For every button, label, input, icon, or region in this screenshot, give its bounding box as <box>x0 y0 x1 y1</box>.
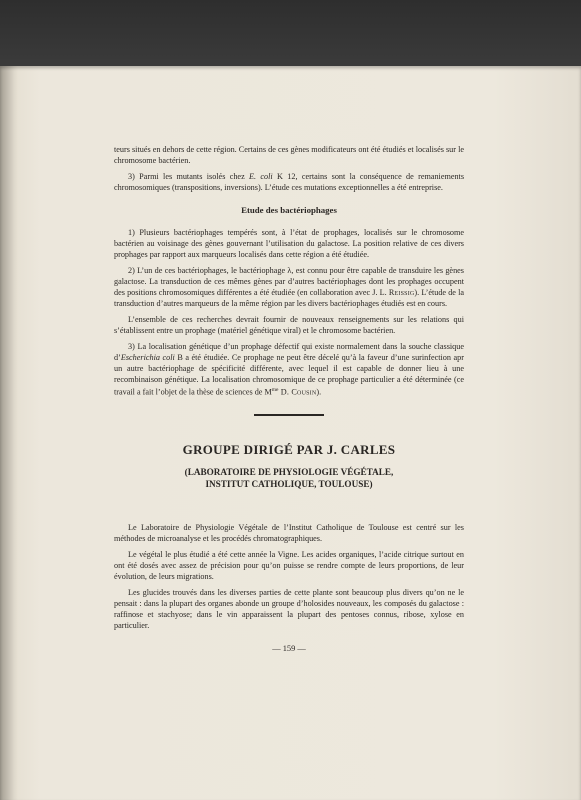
group-subtitle-line-1: (LABORATOIRE DE PHYSIOLOGIE VÉGÉTALE, <box>184 466 394 477</box>
author-name-cousin: D. Cousin <box>278 387 317 397</box>
paragraph-phages-3-text-b: B a été étudiée. Ce prophage ne peut être décelé qu’à la faveur d’une surinfection apr un autre bactériophage de spécificité différente, avec lequel il est capable de donner lieu à une recombinaison génétique. La localisation chromosomique de ce prophage particulier a été déterminée (ce travail a fait l’objet de la thèse de sciences de M <box>114 353 464 397</box>
section-heading-bacteriophages: Etude des bactériophages <box>241 205 337 215</box>
species-ecoli: E. coli <box>249 172 273 181</box>
paragraph-laboratoire: Le Laboratoire de Physiologie Végétale de l’Institut Catholique de Toulouse est centré sur les méthodes de microanalyse et les procédés chromatographiques. <box>114 522 464 543</box>
author-name-reissig: Reissig <box>388 288 415 297</box>
paragraph-phages-1: 1) Plusieurs bactériophages tempérés sont, à l’état de prophages, localisés sur le chromosome bactérien au voisinage des gènes gouvernant l’utilisation du galactose. La position relative de ces divers prophages par rapport aux marqueurs localisés dans cette région a été étudiée. <box>114 228 464 259</box>
paragraph-phages-2-text-b: ). L’étude de la transduction d’autres marqueurs de la même région par les divers bactériophages étudiés est en cours. <box>114 288 464 308</box>
paragraph-intro-tail: teurs situés en dehors de cette région. Certains de ces gènes modificateurs ont été étudiés et localisés sur le chromosome bactérien. <box>114 145 464 165</box>
paragraph-mutants-text-a: 3) Parmi les mutants isolés chez <box>128 172 250 181</box>
paragraph-phages-2 <box>114 265 464 309</box>
paragraph-mutants <box>114 171 464 193</box>
paragraph-phages-3-text-c: ). <box>316 387 322 397</box>
species-escherichia-coli: Escherichia coli <box>120 353 175 362</box>
paragraph-phages-2-text-a: 2) L’un de ces bactériophages, le bactériophage λ, est connu pour être capable de transduire les gènes galactose. La transduction de ces mêmes gènes par d’autres bactériophages dont les prophages occupent des positions chromosomiques différentes a été étudiée (en collaboration avec J. L. <box>114 266 464 297</box>
title-mme-superscript: me <box>271 387 279 393</box>
document-page <box>0 66 581 800</box>
page-spine-shadow <box>0 66 18 800</box>
paragraph-phages-3-text-a: 3) La localisation génétique d’un prophage défectif qui existe normalement dans la souche classique d’ <box>114 342 464 362</box>
paragraph-phages-3 <box>114 341 464 398</box>
page-content <box>114 144 464 654</box>
group-title: GROUPE DIRIGÉ PAR J. CARLES <box>182 441 396 457</box>
group-subtitle-line-2: INSTITUT CATHOLIQUE, TOULOUSE) <box>205 478 373 489</box>
group-subtitle <box>114 466 464 490</box>
paragraph-phages-ensemble: L’ensemble de ces recherches devrait fournir de nouveaux renseignements sur les relations qui s’établissent entre un prophage (matériel génétique viral) et le chromosome bactérien. <box>114 315 464 335</box>
paragraph-mutants-text-b: K 12, certains sont la conséquence de remaniements chromosomiques (transpositions, inversions). L’étude ces mutations exceptionnelles a été entreprise. <box>114 172 465 192</box>
paragraph-glucides: Les glucides trouvés dans les diverses parties de cette plante sont beaucoup plus divers qu’on ne le pensait : dans la plupart des organes abonde un groupe d’holosides nouveaux, les composés du galactose : raffinose et stachyose; dans le vin apparaissent la plupart des pentoses connus, ribose, xylose en particulier. <box>114 587 464 630</box>
section-divider <box>254 414 324 416</box>
paragraph-vigne: Le végétal le plus étudié a été cette année la Vigne. Les acides organiques, l’acide citrique surtout en ont été dosés avec assez de précision pour qu’on puisse se rendre compte de leurs proportions, de leur évolution, de leurs migrations. <box>114 549 464 581</box>
scanner-background <box>0 0 581 68</box>
page-number: — 159 — <box>272 643 306 653</box>
